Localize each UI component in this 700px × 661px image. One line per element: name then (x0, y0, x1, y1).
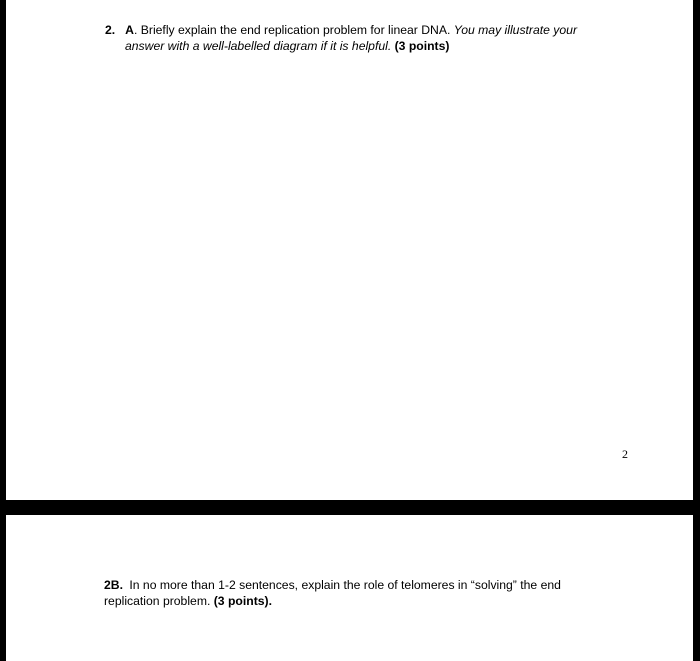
question-points: (3 points) (394, 39, 450, 53)
question-text: . Briefly explain the end replication problem for linear DNA. (133, 23, 451, 37)
page-one (6, 0, 693, 500)
question-italic-instruction-1: You may illustrate your (453, 23, 578, 37)
question-part-label: A (125, 23, 134, 37)
question-text-line2: replication problem. (104, 594, 211, 608)
question-text-line1: In no more than 1-2 sentences, explain the role of telomeres in “solving” the end (129, 578, 561, 592)
question-points: (3 points). (213, 594, 272, 608)
page-number: 2 (622, 447, 628, 461)
question-2a (105, 22, 577, 54)
question-number: 2B. (104, 578, 123, 592)
question-italic-instruction-2: answer with a well-labelled diagram if it is helpful. (125, 39, 392, 53)
question-number: 2. (105, 23, 116, 37)
question-2b (104, 577, 561, 609)
